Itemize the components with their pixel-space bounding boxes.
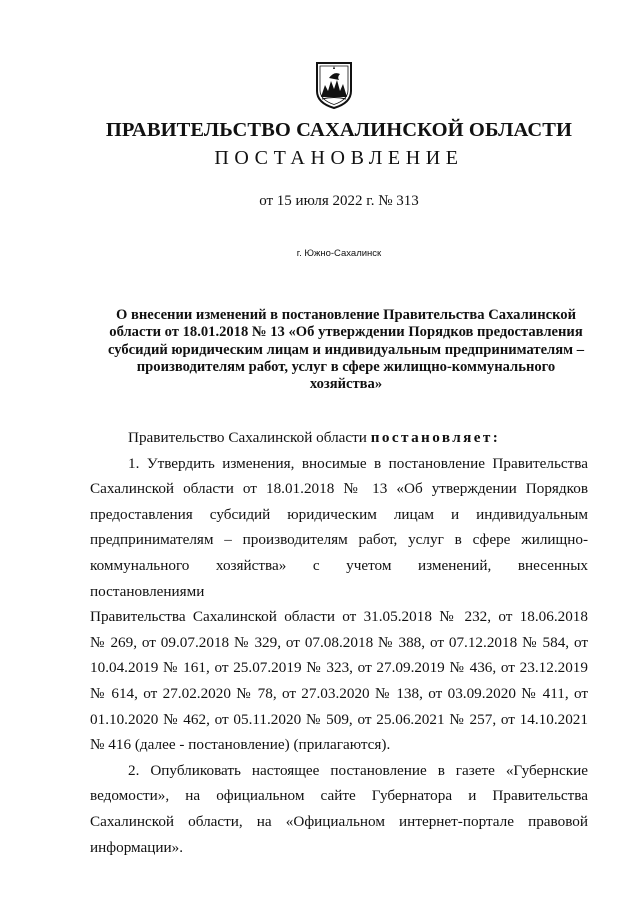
intro-keyword: постановляет: bbox=[370, 429, 501, 446]
document-body bbox=[90, 425, 588, 860]
government-title: ПРАВИТЕЛЬСТВО САХАЛИНСКОЙ ОБЛАСТИ bbox=[105, 119, 573, 141]
paragraph-2-line: Сахалинской области, на «Официальном интернет-портале правовой bbox=[90, 812, 588, 830]
paragraph-1-line: предоставления субсидий юридическим лицам и индивидуальным bbox=[90, 505, 588, 523]
document-type: ПОСТАНОВЛЕНИЕ bbox=[214, 147, 464, 169]
paragraph-1-line: коммунального хозяйства» с учетом изменений, внесенных постановлениями bbox=[90, 556, 588, 600]
paragraph-2-line: ведомости», на официальном сайте Губернатора и Правительства bbox=[90, 787, 588, 805]
paragraph-1-line: № 269, от 09.07.2018 № 329, от 07.08.2018 № 388, от 07.12.2018 № 584, от bbox=[90, 633, 588, 651]
subject-line: хозяйства» bbox=[309, 376, 383, 393]
subject-line: производителям работ, услуг в сфере жилищно-коммунального bbox=[136, 358, 556, 375]
paragraph-1-line: Сахалинской области от 18.01.2018 № 13 «Об утверждении Порядков bbox=[90, 480, 588, 498]
paragraph-2-line: 2. Опубликовать настоящее постановление в газете «Губернские bbox=[128, 761, 588, 779]
subject-line: области от 18.01.2018 № 13 «Об утверждении Порядков предоставления bbox=[109, 324, 583, 341]
paragraph-1-line: предпринимателям – производителям работ, услуг в сфере жилищно- bbox=[90, 531, 588, 549]
city-label: г. Южно-Сахалинск bbox=[296, 248, 382, 259]
paragraph-1-line: 01.10.2020 № 462, от 05.11.2020 № 509, от 25.06.2021 № 257, от 14.10.2021 bbox=[90, 710, 588, 728]
paragraph-2-line: информации». bbox=[90, 838, 184, 856]
coat-of-arms-icon bbox=[315, 61, 353, 109]
subject-line: субсидий юридическим лицам и индивидуальным предпринимателям – bbox=[107, 341, 585, 358]
document-subject bbox=[100, 307, 592, 393]
paragraph-1-line: № 614, от 27.02.2020 № 78, от 27.03.2020 № 138, от 03.09.2020 № 411, от bbox=[90, 684, 588, 702]
document-date-number: от 15 июля 2022 г. № 313 bbox=[259, 193, 419, 209]
paragraph-1-line: № 416 (далее - постановление) (прилагаются). bbox=[90, 736, 391, 754]
subject-line: О внесении изменений в постановление Правительства Сахалинской bbox=[115, 307, 577, 323]
intro-prefix: Правительство Сахалинской области bbox=[128, 429, 371, 446]
paragraph-1-line: Правительства Сахалинской области от 31.05.2018 № 232, от 18.06.2018 bbox=[90, 608, 588, 626]
paragraph-1-line: 10.04.2019 № 161, от 25.07.2019 № 323, от 27.09.2019 № 436, от 23.12.2019 bbox=[90, 659, 588, 677]
paragraph-1-line: 1. Утвердить изменения, вносимые в постановление Правительства bbox=[128, 454, 588, 472]
intro-paragraph bbox=[90, 425, 588, 451]
